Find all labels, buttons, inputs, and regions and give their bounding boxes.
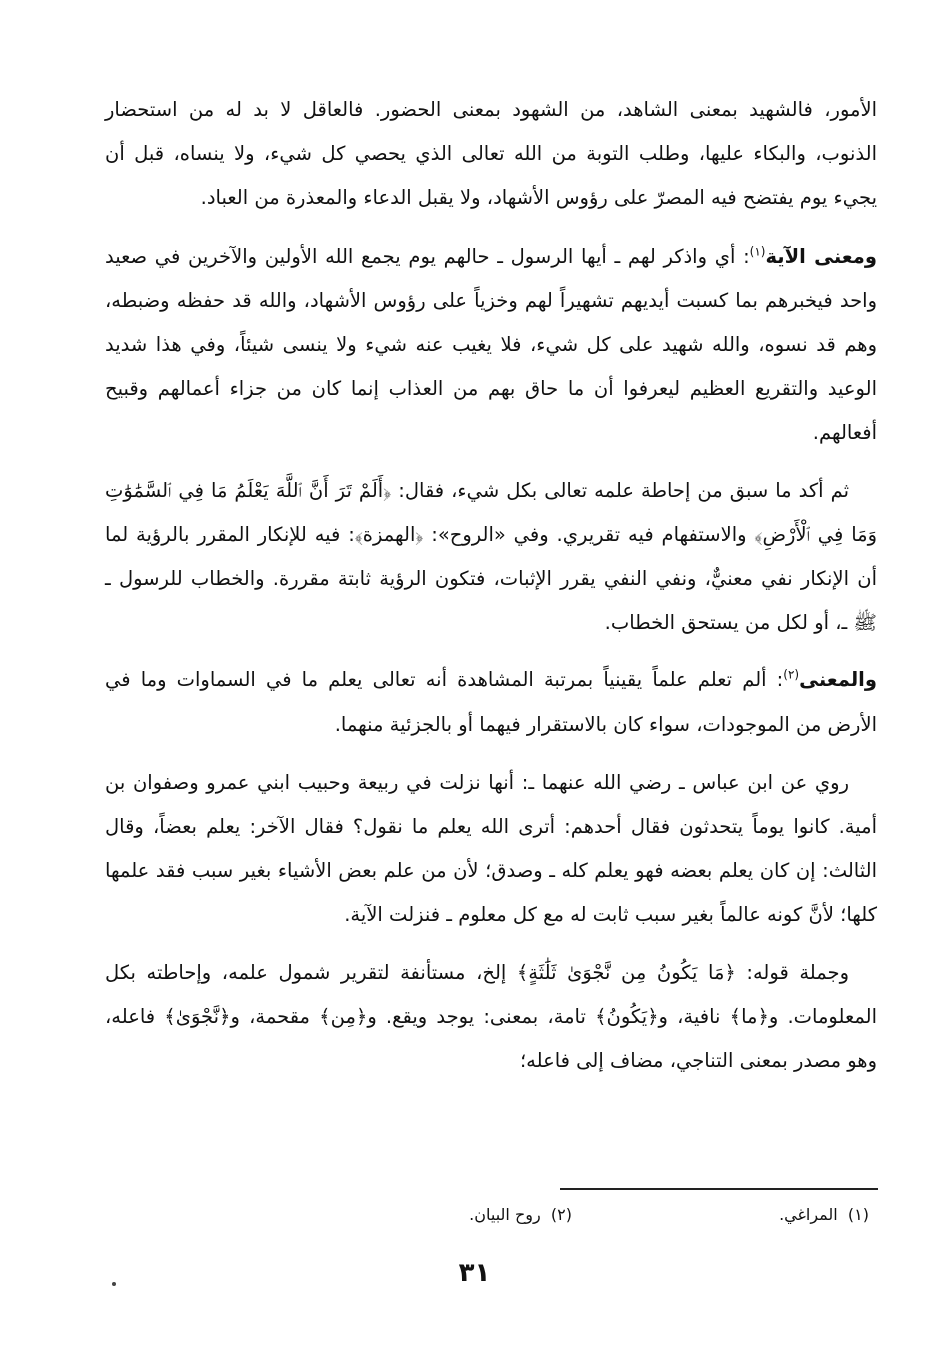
- footnote-1-text: المراغي.: [779, 1205, 838, 1224]
- paragraph-2-lead: ومعنى الآية: [765, 244, 878, 268]
- paragraph-5: [105, 761, 877, 938]
- footnote-ref-1[interactable]: (١): [749, 244, 766, 259]
- paragraph-3: [105, 469, 877, 646]
- paragraph-6-text: وجملة قوله: ﴿مَا يَكُونُ مِن نَّجْوَىٰ ثَلَٰثَةٍ﴾ إلخ، مستأنفة لتقرير شمول علمه، وإحاطته بكل المعلومات. و﴿ما﴾ نافية، و﴿يَكُونُ﴾ تامة، بمعنى: يوجد ويقع. و﴿مِن﴾ مقحمة، و﴿نَّجْوَىٰ﴾ فاعله، وهو مصدر بمعنى التناجي، مضاف إلى فاعله؛: [105, 960, 877, 1073]
- paragraph-1: [105, 88, 877, 221]
- paragraph-2-text: : أي واذكر لهم ـ أيها الرسول ـ حالهم يوم يجمع الله الأولين والآخرين في صعيد واحد فيخبرهم بما كسبت أيديهم تشهيراً لهم وخزياً على رؤوس الأشهاد، والله قد حفظه وضبطه، وهم قد نسوه، والله شهيد على كل شيء، فلا يغيب عنه شيء ولا ينسى شيئاً، وفي هذا شديد الوعيد والتقريع العظيم ليعرفوا أن ما حاق بهم من العذاب إنما كان من جزاء أعمالهم وقبيح أفعالهم.: [105, 244, 877, 445]
- footnote-2: [469, 1205, 572, 1224]
- scan-speck: [112, 1282, 116, 1286]
- footnote-ref-2[interactable]: (٢): [783, 667, 800, 682]
- paragraph-2: [105, 235, 877, 456]
- footnote-divider: [560, 1188, 878, 1190]
- paragraph-6: [105, 951, 877, 1084]
- main-text: [105, 88, 877, 1096]
- paragraph-3-text: ثم أكد ما سبق من إحاطة علمه تعالى بكل شيء، فقال: ﴿أَلَمْ تَرَ أَنَّ ٱللَّهَ يَعْلَمُ مَا فِي ٱلسَّمَٰوَٰتِ وَمَا فِي ٱلْأَرْضِ﴾ والاستفهام فيه تقريري. وفي «الروح»: ﴿الهمزة﴾: فيه للإنكار المقرر بالرؤية لما أن الإنكار نفي معنيٌّ، ونفي النفي يقرر الإثبات، فتكون الرؤية ثابتة مقررة. والخطاب للرسول ـ ﷺ ـ، أو لكل من يستحق الخطاب.: [105, 478, 877, 635]
- footnote-1-num: (١): [847, 1205, 869, 1224]
- footnote-2-num: (٢): [550, 1205, 572, 1224]
- page-number: ٣١: [458, 1258, 491, 1288]
- paragraph-1-text: الأمور، فالشهيد بمعنى الشاهد، من الشهود بمعنى الحضور. فالعاقل لا بد له من استحضار الذنوب، والبكاء عليها، وطلب التوبة من الله تعالى الذي يحصي كل شيء، ولا ينساه، قبل أن يجيء يوم يفتضح فيه المصرّ على رؤوس الأشهاد، ولا يقبل الدعاء والمعذرة من العباد.: [105, 98, 877, 210]
- paragraph-4: [105, 658, 877, 746]
- footnote-1: [779, 1205, 869, 1224]
- footnote-2-text: روح البيان.: [469, 1205, 541, 1224]
- paragraph-5-text: روي عن ابن عباس ـ رضي الله عنهما ـ: أنها نزلت في ربيعة وحبيب ابني عمرو وصفوان بن أمية. كانوا يوماً يتحدثون فقال أحدهم: أترى الله يعلم ما نقول؟ فقال الآخر: يعلم بعضاً، وقال الثالث: إن كان يعلم بعضه فهو يعلم كله ـ وصدق؛ لأن من علم بعض الأشياء بغير سبب فقد علمها كلها؛ لأنَّ كونه عالماً بغير سبب ثابت له مع كل معلوم ـ فنزلت الآية.: [105, 770, 877, 927]
- paragraph-4-lead: والمعنى: [799, 668, 877, 692]
- paragraph-4-text: : ألم تعلم علماً يقينياً بمرتبة المشاهدة أنه تعالى يعلم ما في السماوات وما في الأرض من الموجودات، سواء كان بالاستقرار فيهما أو بالجزئية منهما.: [105, 668, 877, 736]
